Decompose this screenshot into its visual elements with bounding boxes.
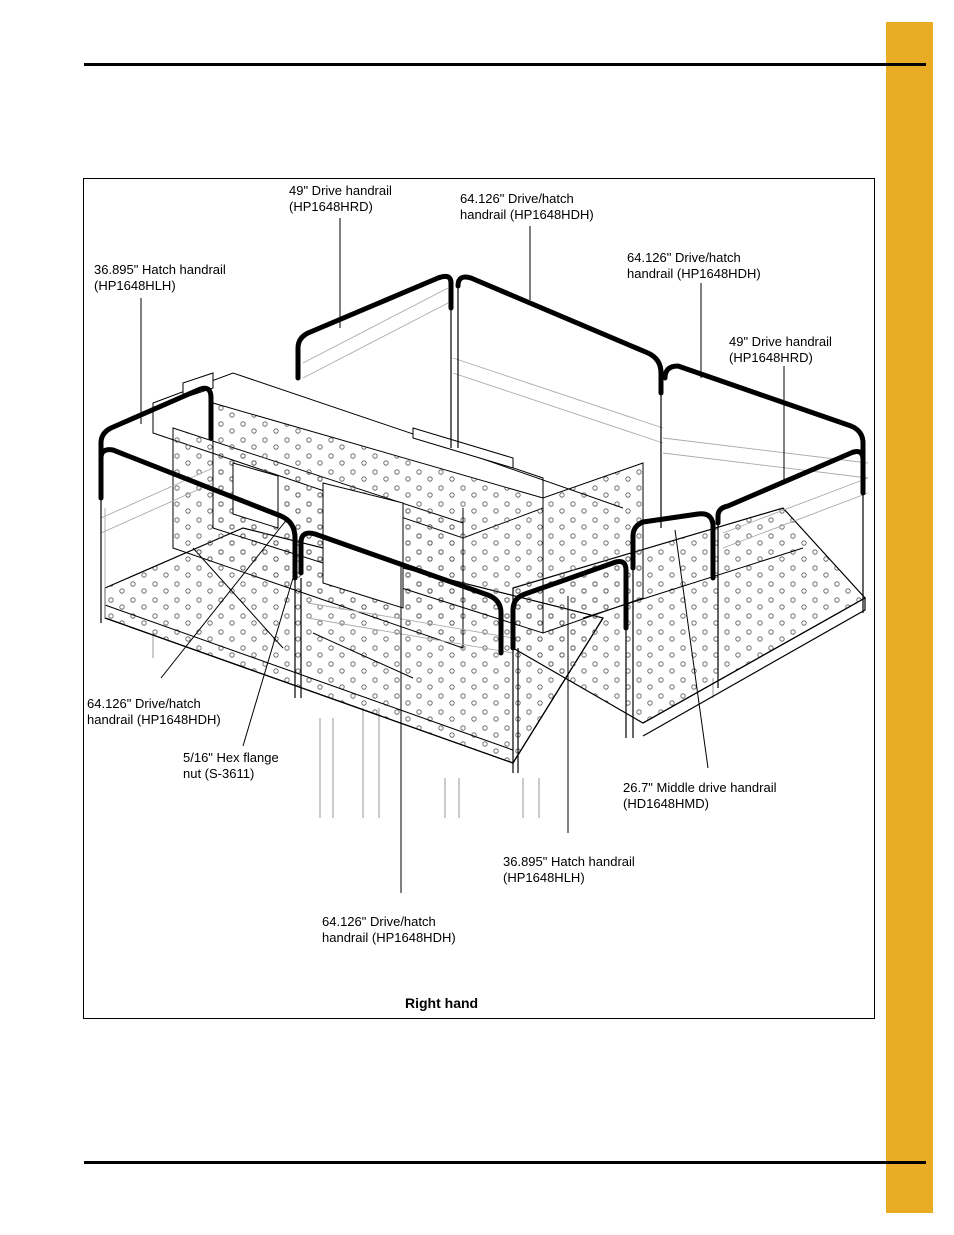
callout-drive-hatch-handrail-right: 64.126" Drive/hatch handrail (HP1648HDH)	[627, 250, 761, 281]
callout-hatch-handrail-left: 36.895" Hatch handrail (HP1648HLH)	[94, 262, 226, 293]
figure-caption: Right hand	[405, 995, 479, 1011]
callout-middle-drive-handrail: 26.7" Middle drive handrail (HD1648HMD)	[623, 780, 777, 811]
platform-handrail-drawing	[83, 178, 875, 1019]
callout-drive-handrail-back: 49" Drive handrail (HP1648HRD)	[289, 183, 392, 214]
header-rule	[84, 63, 926, 66]
footer-rule	[84, 1161, 926, 1164]
callout-drive-hatch-handrail-front: 64.126" Drive/hatch handrail (HP1648HDH)	[322, 914, 456, 945]
callout-hex-flange-nut: 5/16" Hex flange nut (S-3611)	[183, 750, 279, 781]
handrail-drive-back-right	[458, 277, 661, 393]
callout-drive-hatch-handrail-left: 64.126" Drive/hatch handrail (HP1648HDH)	[87, 696, 221, 727]
callout-drive-hatch-handrail-back: 64.126" Drive/hatch handrail (HP1648HDH)	[460, 191, 594, 222]
chapter-side-tab	[886, 22, 933, 1213]
callout-hatch-handrail-right: 36.895" Hatch handrail (HP1648HLH)	[503, 854, 635, 885]
callout-drive-handrail-right: 49" Drive handrail (HP1648HRD)	[729, 334, 832, 365]
handrail-drive-back-left	[298, 276, 451, 378]
